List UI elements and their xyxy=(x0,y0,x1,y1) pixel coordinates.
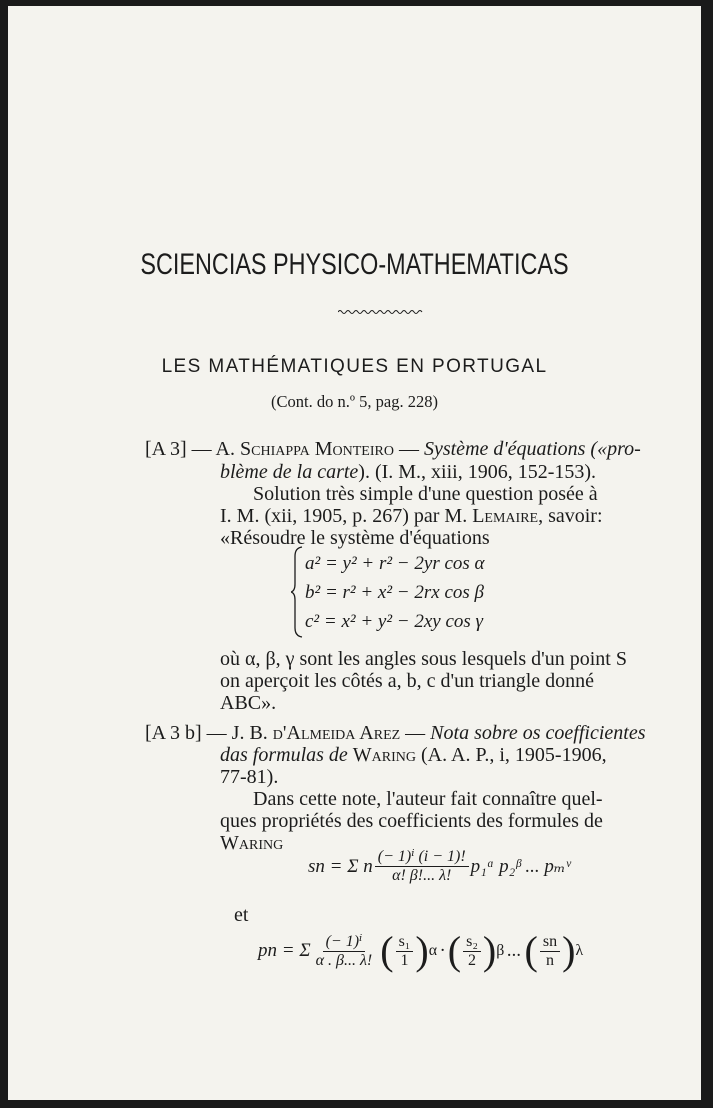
continuation-note: (Cont. do n.º 5, pag. 228) xyxy=(271,392,438,411)
wavy-ornament xyxy=(338,308,424,316)
entry1-body-line2 xyxy=(220,505,603,527)
formula-sn-fraction xyxy=(375,848,469,885)
paren-sn: ( $\frac{sn}{n}$ ) λ xyxy=(524,928,584,973)
entry1-after-line1: où α, β, γ sont les angles sous lesquels d'un point S xyxy=(220,648,627,670)
entry2-line2 xyxy=(220,744,607,766)
s1-exp: α xyxy=(428,942,438,959)
entry1-title: Système d'équations ( xyxy=(423,438,598,460)
equation-b: b² = r² + x² − 2rx cos β xyxy=(305,582,484,603)
formula-sn-numerator: (− 1)ⁱ (i − 1)! xyxy=(375,848,469,867)
paren-s1: ( $\frac{\text{s₁}}{1}$ ) α xyxy=(380,928,438,973)
entry1-line2 xyxy=(220,461,596,483)
entry1-title-line2: blème de la carte xyxy=(220,461,359,483)
entry1-body-line2b: , savoir: xyxy=(538,505,603,527)
sn-num: sn xyxy=(540,933,560,952)
entry1-author: Schiappa Monteiro xyxy=(240,438,394,460)
entry2-author: d'Almeida Arez xyxy=(272,722,401,744)
main-title: SCIENCIAS PHYSICO-MATHEMATICAS xyxy=(140,248,569,281)
formula-pn-lhs: pn = Σ xyxy=(258,940,311,961)
system-brace xyxy=(291,546,303,638)
sn-exp: λ xyxy=(575,942,584,959)
entry1-body-line1: Solution très simple d'une question posée à xyxy=(253,483,598,505)
entry1-after-line2: on aperçoit les côtés a, b, c d'un triangle donné xyxy=(220,670,595,692)
entry1-lemaire: Lemaire xyxy=(472,505,539,527)
s2-den: 2 xyxy=(468,951,476,969)
entry2-title: Nota sobre os coefficientes xyxy=(430,722,646,744)
entry1-after-line3: ABC». xyxy=(220,692,277,714)
formula-pn-denominator: α . β... λ! xyxy=(315,951,373,969)
formula-pn-dots: ... xyxy=(507,940,522,961)
formula-pn: pn = Σ $\frac{\text{(− 1)ⁱ}}{\alpha . \beta... \lambda!}$ ( $\frac{\text{s₁}}{1}$ ) α · ( $\frac{\text{s₂}}{2}$ ) β ... ( $\frac{sn}{n}$ ) λ xyxy=(258,928,584,973)
equation-a: a² = y² + r² − 2yr cos α xyxy=(305,553,485,574)
s1-num: s₁ xyxy=(396,933,414,952)
entry1-ref: ). (I. M., xiii, 1906, 152-153). xyxy=(358,461,597,483)
formula-pn-fraction xyxy=(313,933,376,970)
paren-s2: ( $\frac{\text{s₂}}{2}$ ) β xyxy=(447,928,505,973)
entry1-line1 xyxy=(145,438,641,460)
entry1-body-line3: «Résoudre le système d'équations xyxy=(220,527,490,549)
formula-sn-rhs: p₁ᵅ p₂ᵝ ... pₘᵛ xyxy=(470,856,571,877)
formula-sn xyxy=(308,848,571,885)
formula-sn-lhs: sn = Σ n xyxy=(308,855,373,877)
s1-den: 1 xyxy=(400,951,409,969)
sn-den: n xyxy=(545,951,554,969)
entry2-body-line1: Dans cette note, l'auteur fait connaître quel- xyxy=(253,788,603,810)
entry1-title-b: «pro- xyxy=(597,438,641,460)
formula-pn-numerator: (− 1)ⁱ xyxy=(323,933,366,952)
entry2-waring: Waring xyxy=(352,744,417,766)
journal-page xyxy=(8,6,701,1100)
entry2-ref-line2: 77-81). xyxy=(220,766,279,788)
equation-c: c² = x² + y² − 2xy cos γ xyxy=(305,611,484,632)
s2-exp: β xyxy=(496,942,505,959)
section-title: LES MATHÉMATIQUES EN PORTUGAL xyxy=(161,356,548,377)
s2-num: s₂ xyxy=(463,933,481,952)
entry2-dash: — xyxy=(400,722,431,744)
entry2-body-line2: ques propriétés des coefficients des formules de xyxy=(220,810,603,832)
entry1-code: [A 3] — A. xyxy=(145,438,235,460)
entry1-dash: — xyxy=(393,438,424,460)
entry1-body-line2a: I. M. (xii, 1905, p. 267) par M. xyxy=(220,505,468,527)
entry2-title-line2: das formulas de xyxy=(220,744,348,766)
formula-sn-denominator: α! β!... λ! xyxy=(392,867,452,884)
entry2-body-line3: Waring xyxy=(220,832,284,854)
entry2-code: [A 3 b] — J. B. xyxy=(145,722,268,744)
connector-et: et xyxy=(234,904,249,926)
entry2-line1 xyxy=(145,722,646,744)
entry2-ref: (A. A. P., i, 1905-1906, xyxy=(416,744,607,766)
